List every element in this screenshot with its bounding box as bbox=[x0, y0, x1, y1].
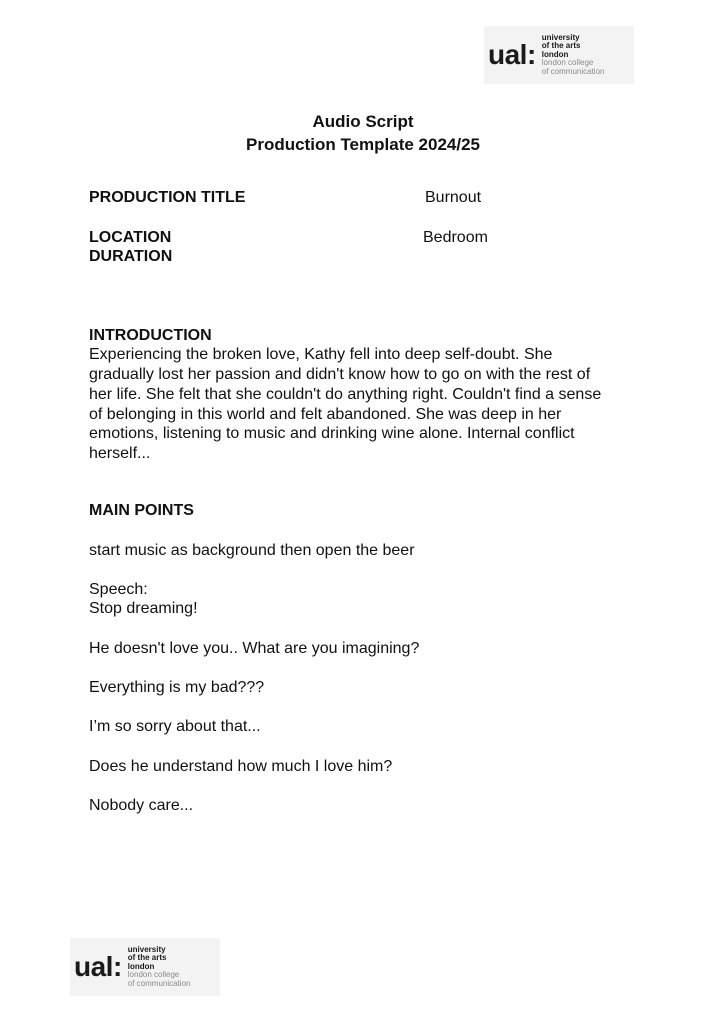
logo-text bbox=[542, 34, 605, 77]
main-point-line: Does he understand how much I love him? bbox=[89, 758, 393, 775]
logo-line-london: london bbox=[127, 961, 155, 971]
introduction-line: her life. She felt that she couldn't do anything right. Couldn't find a sense bbox=[89, 386, 602, 403]
main-point-line: Speech: bbox=[89, 581, 148, 598]
production-title-value: Burnout bbox=[425, 189, 482, 206]
logo-line-university: university bbox=[541, 32, 580, 42]
introduction-line: emotions, listening to music and drinking wine alone. Internal conflict bbox=[89, 425, 575, 442]
logo-line-of-communication: of communication bbox=[541, 66, 605, 76]
main-point-line: Stop dreaming! bbox=[89, 600, 198, 617]
document-title: Audio Script bbox=[312, 112, 414, 131]
logo-line-of-the-arts: of the arts bbox=[541, 41, 581, 51]
introduction-line: Experiencing the broken love, Kathy fell into deep self-doubt. She bbox=[89, 346, 553, 363]
logo-text bbox=[128, 946, 191, 989]
logo-line-london-college: london college bbox=[541, 58, 594, 68]
document-subtitle: Production Template 2024/25 bbox=[246, 135, 480, 154]
production-title-label: PRODUCTION TITLE bbox=[89, 189, 246, 206]
introduction-line: herself... bbox=[89, 445, 151, 462]
main-points-heading: MAIN POINTS bbox=[89, 502, 194, 519]
duration-label: DURATION bbox=[89, 248, 173, 265]
logo-line-of-communication: of communication bbox=[127, 978, 191, 988]
main-point-line: Everything is my bad??? bbox=[89, 679, 265, 696]
main-point-line: I’m so sorry about that... bbox=[89, 718, 261, 735]
main-point-line: start music as background then open the beer bbox=[89, 542, 415, 559]
location-value: Bedroom bbox=[423, 229, 488, 246]
location-label: LOCATION bbox=[89, 229, 172, 246]
main-point-line: Nobody care... bbox=[89, 797, 194, 814]
ual-logo-top bbox=[484, 26, 634, 84]
logo-mark: ual: bbox=[488, 39, 536, 70]
logo-line-university: university bbox=[127, 944, 166, 954]
logo-line-london: london bbox=[541, 49, 569, 59]
introduction-line: of belonging in this world and felt abandoned. She was deep in her bbox=[89, 406, 562, 423]
introduction-heading: INTRODUCTION bbox=[89, 327, 212, 344]
logo-line-of-the-arts: of the arts bbox=[127, 953, 167, 963]
introduction-line: gradually lost her passion and didn't know how to go on with the rest of bbox=[89, 366, 591, 383]
ual-logo-bottom bbox=[70, 938, 220, 996]
main-point-line: He doesn't love you.. What are you imagining? bbox=[89, 640, 420, 657]
logo-line-london-college: london college bbox=[127, 970, 180, 980]
logo-mark: ual: bbox=[74, 951, 122, 982]
